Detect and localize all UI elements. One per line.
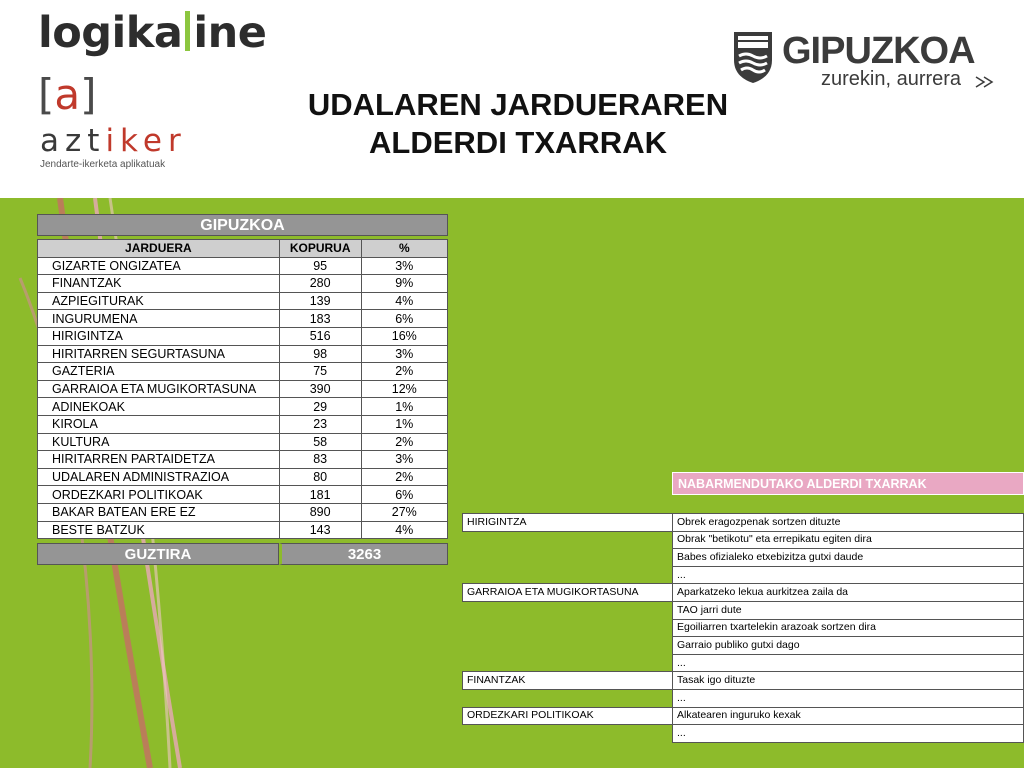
- negative-category: [463, 566, 673, 584]
- activity-percent: 3%: [361, 257, 447, 275]
- activity-table: [37, 239, 448, 539]
- list-item: [463, 566, 1024, 584]
- table-row: [38, 327, 448, 345]
- list-item: [463, 619, 1024, 637]
- activity-name: ADINEKOAK: [38, 398, 280, 416]
- negative-category: FINANTZAK: [463, 672, 673, 690]
- activity-percent: 4%: [361, 521, 447, 539]
- total-row: [37, 543, 448, 565]
- negative-description: ...: [673, 566, 1024, 584]
- column-header-kopurua: KOPURUA: [279, 240, 361, 258]
- activity-count: 75: [279, 363, 361, 381]
- negative-description: ...: [673, 654, 1024, 672]
- activity-name: KIROLA: [38, 415, 280, 433]
- activity-percent: 4%: [361, 292, 447, 310]
- negative-description: Alkatearen inguruko kexak: [673, 707, 1024, 725]
- negative-category: GARRAIOA ETA MUGIKORTASUNA: [463, 584, 673, 602]
- activity-count: 183: [279, 310, 361, 328]
- negative-category: HIRIGINTZA: [463, 514, 673, 532]
- table-row: [38, 345, 448, 363]
- table-row: [38, 398, 448, 416]
- activity-percent: 27%: [361, 503, 447, 521]
- negative-description: ...: [673, 725, 1024, 743]
- activity-name: BAKAR BATEAN ERE EZ: [38, 503, 280, 521]
- activity-percent: 2%: [361, 433, 447, 451]
- activity-name: KULTURA: [38, 433, 280, 451]
- activity-percent: 3%: [361, 345, 447, 363]
- table-row: [38, 433, 448, 451]
- column-header-jarduera: JARDUERA: [38, 240, 280, 258]
- negative-description: Tasak igo dituzte: [673, 672, 1024, 690]
- negative-category: [463, 531, 673, 549]
- list-item: [463, 514, 1024, 532]
- table-row: [38, 503, 448, 521]
- negative-category: [463, 601, 673, 619]
- negative-description: Aparkatzeko lekua aurkitzea zaila da: [673, 584, 1024, 602]
- activity-name: HIRITARREN SEGURTASUNA: [38, 345, 280, 363]
- activity-name: HIRIGINTZA: [38, 327, 280, 345]
- activity-percent: 2%: [361, 468, 447, 486]
- gipuzkoa-wordmark: GIPUZKOA: [782, 30, 975, 72]
- negative-category: [463, 619, 673, 637]
- total-label: GUZTIRA: [37, 543, 279, 565]
- list-item: [463, 549, 1024, 567]
- list-item: [463, 637, 1024, 655]
- main-table-header: GIPUZKOA: [37, 214, 448, 236]
- activity-name: FINANTZAK: [38, 275, 280, 293]
- activity-count: 98: [279, 345, 361, 363]
- negative-category: [463, 654, 673, 672]
- activity-count: 29: [279, 398, 361, 416]
- list-item: [463, 689, 1024, 707]
- activity-percent: 1%: [361, 415, 447, 433]
- column-header-percent: %: [361, 240, 447, 258]
- activity-count: 516: [279, 327, 361, 345]
- negative-description: TAO jarri dute: [673, 601, 1024, 619]
- logikaline-logo: logika ine: [38, 8, 267, 58]
- activity-count: 23: [279, 415, 361, 433]
- activity-percent: 3%: [361, 451, 447, 469]
- table-row: [38, 451, 448, 469]
- table-row: [38, 380, 448, 398]
- table-row: [38, 521, 448, 539]
- table-header-row: [38, 240, 448, 258]
- list-item: [463, 584, 1024, 602]
- aztiker-logo: aztiker: [40, 123, 187, 159]
- table-row: [38, 257, 448, 275]
- activity-percent: 2%: [361, 363, 447, 381]
- negatives-table: [462, 513, 1024, 743]
- gipuzkoa-slogan: zurekin, aurrera: [821, 68, 962, 90]
- activity-count: 80: [279, 468, 361, 486]
- activity-name: AZPIEGITURAK: [38, 292, 280, 310]
- table-row: [38, 363, 448, 381]
- negative-description: Babes ofizialeko etxebizitza gutxi daude: [673, 549, 1024, 567]
- activity-count: 95: [279, 257, 361, 275]
- activity-name: UDALAREN ADMINISTRAZIOA: [38, 468, 280, 486]
- list-item: [463, 725, 1024, 743]
- list-item: [463, 601, 1024, 619]
- activity-name: GARRAIOA ETA MUGIKORTASUNA: [38, 380, 280, 398]
- negative-category: [463, 725, 673, 743]
- activity-name: GIZARTE ONGIZATEA: [38, 257, 280, 275]
- table-row: [38, 468, 448, 486]
- table-row: [38, 292, 448, 310]
- double-chevron-icon: [974, 75, 996, 89]
- table-row: [38, 415, 448, 433]
- activity-percent: 6%: [361, 310, 447, 328]
- negative-category: [463, 689, 673, 707]
- a-bracket-logo: [a]: [38, 70, 97, 119]
- list-item: [463, 672, 1024, 690]
- negative-category: [463, 549, 673, 567]
- activity-percent: 12%: [361, 380, 447, 398]
- activity-name: BESTE BATZUK: [38, 521, 280, 539]
- activity-count: 139: [279, 292, 361, 310]
- negative-description: Obrak "betikotu" eta errepikatu egiten dira: [673, 531, 1024, 549]
- activity-count: 58: [279, 433, 361, 451]
- table-row: [38, 310, 448, 328]
- gipuzkoa-shield-icon: [732, 30, 774, 84]
- activity-percent: 6%: [361, 486, 447, 504]
- negative-category: ORDEZKARI POLITIKOAK: [463, 707, 673, 725]
- aztiker-tagline: Jendarte-ikerketa aplikatuak: [40, 159, 166, 170]
- list-item: [463, 654, 1024, 672]
- negative-description: ...: [673, 689, 1024, 707]
- activity-name: INGURUMENA: [38, 310, 280, 328]
- activity-name: GAZTERIA: [38, 363, 280, 381]
- header: [0, 0, 1024, 198]
- table-row: [38, 486, 448, 504]
- activity-percent: 9%: [361, 275, 447, 293]
- activity-name: ORDEZKARI POLITIKOAK: [38, 486, 280, 504]
- activity-count: 280: [279, 275, 361, 293]
- negative-description: Garraio publiko gutxi dago: [673, 637, 1024, 655]
- activity-count: 83: [279, 451, 361, 469]
- list-item: [463, 707, 1024, 725]
- negative-category: [463, 637, 673, 655]
- negative-description: Egoiliarren txartelekin arazoak sortzen dira: [673, 619, 1024, 637]
- table-row: [38, 275, 448, 293]
- activity-count: 143: [279, 521, 361, 539]
- activity-count: 890: [279, 503, 361, 521]
- activity-percent: 1%: [361, 398, 447, 416]
- page-title: UDALAREN JARDUERAREN ALDERDI TXARRAK: [307, 87, 729, 160]
- negatives-table-header: NABARMENDUTAKO ALDERDI TXARRAK: [672, 472, 1024, 495]
- activity-count: 181: [279, 486, 361, 504]
- activity-name: HIRITARREN PARTAIDETZA: [38, 451, 280, 469]
- negative-description: Obrek eragozpenak sortzen dituzte: [673, 514, 1024, 532]
- activity-percent: 16%: [361, 327, 447, 345]
- total-value: 3263: [279, 543, 448, 565]
- list-item: [463, 531, 1024, 549]
- activity-count: 390: [279, 380, 361, 398]
